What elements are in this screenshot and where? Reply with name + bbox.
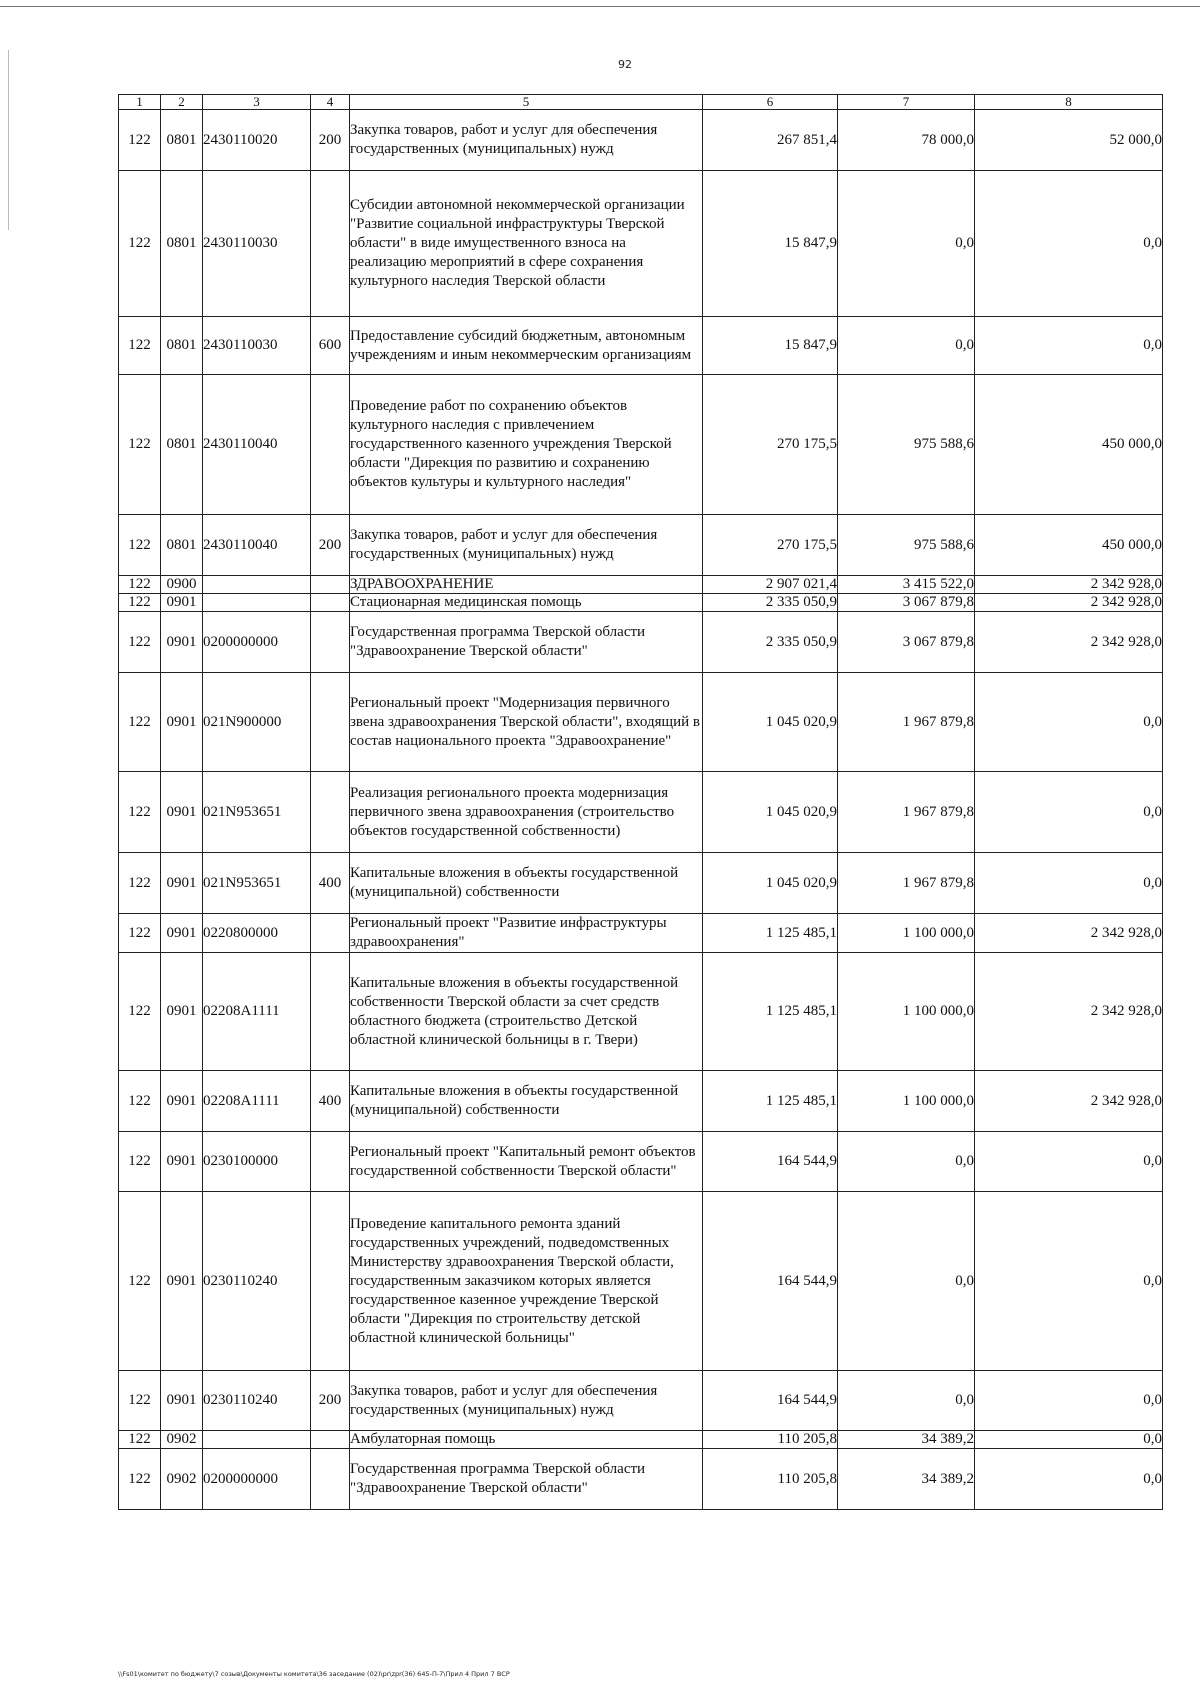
cell-amount-col6: 2 907 021,4	[703, 576, 838, 594]
cell-admin-code: 122	[119, 1371, 161, 1431]
cell-amount-col7: 975 588,6	[838, 515, 975, 576]
cell-expense-type	[311, 375, 350, 515]
cell-amount-col7: 0,0	[838, 317, 975, 375]
cell-amount-col6: 110 205,8	[703, 1431, 838, 1449]
cell-description: Субсидии автономной некоммерческой организации "Развитие социальной инфраструктуры Тверской области" в виде имущественного взноса на реализацию мероприятий в сфере сохранения культурного наследия Тверской области	[350, 171, 703, 317]
cell-section-code: 0801	[161, 375, 203, 515]
table-row	[119, 594, 1163, 612]
cell-amount-col7: 78 000,0	[838, 110, 975, 171]
table-row	[119, 576, 1163, 594]
cell-target-article: 0230110240	[203, 1371, 311, 1431]
cell-amount-col8: 0,0	[975, 673, 1163, 772]
cell-admin-code: 122	[119, 953, 161, 1071]
cell-amount-col6: 1 125 485,1	[703, 914, 838, 953]
cell-section-code: 0901	[161, 914, 203, 953]
table-row	[119, 673, 1163, 772]
top-rule	[0, 6, 1200, 7]
column-number-header: 4	[311, 95, 350, 110]
cell-target-article: 021N953651	[203, 853, 311, 914]
cell-amount-col8: 0,0	[975, 171, 1163, 317]
cell-admin-code: 122	[119, 1071, 161, 1132]
cell-expense-type	[311, 612, 350, 673]
cell-amount-col6: 164 544,9	[703, 1371, 838, 1431]
cell-target-article: 02208A1111	[203, 953, 311, 1071]
cell-expense-type	[311, 673, 350, 772]
cell-amount-col7: 0,0	[838, 1371, 975, 1431]
cell-amount-col6: 164 544,9	[703, 1132, 838, 1192]
table-row	[119, 1371, 1163, 1431]
cell-expense-type	[311, 171, 350, 317]
cell-amount-col7: 3 067 879,8	[838, 594, 975, 612]
cell-amount-col8: 450 000,0	[975, 515, 1163, 576]
cell-expense-type: 200	[311, 1371, 350, 1431]
cell-section-code: 0901	[161, 1071, 203, 1132]
cell-description: Государственная программа Тверской области "Здравоохранение Тверской области"	[350, 1449, 703, 1510]
table-row	[119, 375, 1163, 515]
cell-target-article: 0220800000	[203, 914, 311, 953]
cell-amount-col6: 2 335 050,9	[703, 612, 838, 673]
cell-expense-type	[311, 953, 350, 1071]
cell-description: Региональный проект "Модернизация первичного звена здравоохранения Тверской области", входящий в состав национального проекта "Здравоохранение"	[350, 673, 703, 772]
page-number: 92	[618, 58, 632, 71]
cell-description: Предоставление субсидий бюджетным, автономным учреждениям и иным некоммерческим организациям	[350, 317, 703, 375]
cell-section-code: 0902	[161, 1449, 203, 1510]
cell-amount-col6: 1 045 020,9	[703, 853, 838, 914]
cell-admin-code: 122	[119, 673, 161, 772]
cell-target-article: 0230100000	[203, 1132, 311, 1192]
cell-section-code: 0801	[161, 317, 203, 375]
cell-description: Государственная программа Тверской области "Здравоохранение Тверской области"	[350, 612, 703, 673]
column-number-header: 1	[119, 95, 161, 110]
budget-table	[118, 94, 1163, 1510]
cell-section-code: 0901	[161, 673, 203, 772]
cell-expense-type: 200	[311, 110, 350, 171]
cell-description: Амбулаторная помощь	[350, 1431, 703, 1449]
cell-description: Проведение капитального ремонта зданий государственных учреждений, подведомственных Министерству здравоохранения Тверской области, государственным заказчиком которых является государственное казенное учреждение Тверской области "Дирекция по строительству детской областной клинической больницы"	[350, 1192, 703, 1371]
table-row	[119, 612, 1163, 673]
cell-description: Региональный проект "Развитие инфраструктуры здравоохранения"	[350, 914, 703, 953]
cell-amount-col7: 0,0	[838, 1132, 975, 1192]
cell-admin-code: 122	[119, 110, 161, 171]
cell-target-article: 021N953651	[203, 772, 311, 853]
cell-amount-col8: 2 342 928,0	[975, 1071, 1163, 1132]
cell-section-code: 0801	[161, 110, 203, 171]
column-number-row	[119, 95, 1163, 110]
cell-target-article: 0230110240	[203, 1192, 311, 1371]
table-row	[119, 515, 1163, 576]
table-row	[119, 110, 1163, 171]
cell-amount-col7: 1 100 000,0	[838, 914, 975, 953]
cell-amount-col7: 1 967 879,8	[838, 673, 975, 772]
cell-amount-col7: 0,0	[838, 171, 975, 317]
cell-amount-col8: 2 342 928,0	[975, 612, 1163, 673]
cell-amount-col6: 270 175,5	[703, 375, 838, 515]
cell-description: Закупка товаров, работ и услуг для обеспечения государственных (муниципальных) нужд	[350, 1371, 703, 1431]
cell-target-article: 2430110040	[203, 515, 311, 576]
table-row	[119, 853, 1163, 914]
cell-amount-col6: 15 847,9	[703, 317, 838, 375]
cell-target-article: 02208A1111	[203, 1071, 311, 1132]
cell-admin-code: 122	[119, 515, 161, 576]
cell-amount-col7: 0,0	[838, 1192, 975, 1371]
cell-target-article: 2430110040	[203, 375, 311, 515]
cell-expense-type	[311, 1449, 350, 1510]
cell-description: Проведение работ по сохранению объектов культурного наследия с привлечением государственного казенного учреждения Тверской области "Дирекция по развитию и сохранению объектов культуры и культурного наследия"	[350, 375, 703, 515]
table-row	[119, 1192, 1163, 1371]
cell-description: Реализация регионального проекта модернизация первичного звена здравоохранения (строительство объектов государственной собственности)	[350, 772, 703, 853]
cell-expense-type	[311, 772, 350, 853]
cell-description: Стационарная медицинская помощь	[350, 594, 703, 612]
table-row	[119, 1431, 1163, 1449]
cell-amount-col6: 1 045 020,9	[703, 772, 838, 853]
cell-section-code: 0801	[161, 515, 203, 576]
cell-amount-col6: 1 125 485,1	[703, 1071, 838, 1132]
cell-section-code: 0901	[161, 594, 203, 612]
cell-admin-code: 122	[119, 914, 161, 953]
margin-mark	[8, 50, 9, 230]
cell-amount-col8: 2 342 928,0	[975, 594, 1163, 612]
cell-amount-col7: 1 100 000,0	[838, 1071, 975, 1132]
cell-amount-col8: 0,0	[975, 853, 1163, 914]
cell-section-code: 0901	[161, 1132, 203, 1192]
cell-description: ЗДРАВООХРАНЕНИЕ	[350, 576, 703, 594]
column-number-header: 3	[203, 95, 311, 110]
cell-target-article	[203, 1431, 311, 1449]
cell-section-code: 0901	[161, 953, 203, 1071]
cell-target-article: 0200000000	[203, 1449, 311, 1510]
cell-expense-type: 200	[311, 515, 350, 576]
cell-admin-code: 122	[119, 594, 161, 612]
cell-expense-type: 400	[311, 853, 350, 914]
cell-admin-code: 122	[119, 1431, 161, 1449]
cell-amount-col7: 1 967 879,8	[838, 853, 975, 914]
table-row	[119, 317, 1163, 375]
cell-admin-code: 122	[119, 171, 161, 317]
cell-admin-code: 122	[119, 317, 161, 375]
cell-amount-col7: 3 067 879,8	[838, 612, 975, 673]
cell-admin-code: 122	[119, 1449, 161, 1510]
column-number-header: 8	[975, 95, 1163, 110]
cell-expense-type: 600	[311, 317, 350, 375]
cell-description: Капитальные вложения в объекты государственной (муниципальной) собственности	[350, 1071, 703, 1132]
cell-section-code: 0801	[161, 171, 203, 317]
cell-admin-code: 122	[119, 576, 161, 594]
cell-target-article: 2430110020	[203, 110, 311, 171]
cell-amount-col6: 110 205,8	[703, 1449, 838, 1510]
cell-amount-col8: 2 342 928,0	[975, 953, 1163, 1071]
cell-amount-col7: 3 415 522,0	[838, 576, 975, 594]
cell-admin-code: 122	[119, 375, 161, 515]
cell-amount-col6: 267 851,4	[703, 110, 838, 171]
column-number-header: 7	[838, 95, 975, 110]
cell-amount-col7: 975 588,6	[838, 375, 975, 515]
cell-expense-type	[311, 1431, 350, 1449]
cell-section-code: 0901	[161, 1192, 203, 1371]
cell-section-code: 0901	[161, 772, 203, 853]
cell-target-article: 2430110030	[203, 317, 311, 375]
cell-amount-col8: 52 000,0	[975, 110, 1163, 171]
column-number-header: 5	[350, 95, 703, 110]
cell-amount-col8: 2 342 928,0	[975, 914, 1163, 953]
cell-amount-col6: 15 847,9	[703, 171, 838, 317]
cell-admin-code: 122	[119, 1132, 161, 1192]
cell-amount-col6: 270 175,5	[703, 515, 838, 576]
column-number-header: 6	[703, 95, 838, 110]
cell-amount-col8: 0,0	[975, 1449, 1163, 1510]
cell-expense-type	[311, 576, 350, 594]
cell-expense-type	[311, 914, 350, 953]
cell-admin-code: 122	[119, 853, 161, 914]
cell-section-code: 0902	[161, 1431, 203, 1449]
cell-amount-col8: 450 000,0	[975, 375, 1163, 515]
table-row	[119, 953, 1163, 1071]
footer-file-path: \\Fs01\комитет по бюджету\7 созыв\Документы комитета\36 заседание (02)\pr\zpr(36) 645-П-7\Прил 4 Прил 7 ВСР	[118, 1670, 510, 1678]
table-row	[119, 914, 1163, 953]
cell-amount-col8: 0,0	[975, 772, 1163, 853]
table-body	[119, 110, 1163, 1510]
cell-expense-type	[311, 594, 350, 612]
cell-expense-type: 400	[311, 1071, 350, 1132]
table-row	[119, 1071, 1163, 1132]
cell-amount-col8: 0,0	[975, 317, 1163, 375]
cell-amount-col6: 2 335 050,9	[703, 594, 838, 612]
cell-amount-col6: 1 045 020,9	[703, 673, 838, 772]
cell-target-article	[203, 594, 311, 612]
cell-section-code: 0900	[161, 576, 203, 594]
cell-amount-col7: 34 389,2	[838, 1449, 975, 1510]
cell-amount-col8: 0,0	[975, 1132, 1163, 1192]
cell-amount-col7: 34 389,2	[838, 1431, 975, 1449]
cell-target-article: 0200000000	[203, 612, 311, 673]
cell-admin-code: 122	[119, 612, 161, 673]
cell-amount-col7: 1 100 000,0	[838, 953, 975, 1071]
cell-description: Капитальные вложения в объекты государственной собственности Тверской области за счет средств областного бюджета (строительство Детской областной клинической больницы в г. Твери)	[350, 953, 703, 1071]
cell-amount-col6: 164 544,9	[703, 1192, 838, 1371]
column-number-header: 2	[161, 95, 203, 110]
table-row	[119, 171, 1163, 317]
cell-amount-col8: 0,0	[975, 1192, 1163, 1371]
cell-amount-col8: 0,0	[975, 1431, 1163, 1449]
cell-section-code: 0901	[161, 853, 203, 914]
cell-target-article	[203, 576, 311, 594]
table-row	[119, 1449, 1163, 1510]
cell-description: Закупка товаров, работ и услуг для обеспечения государственных (муниципальных) нужд	[350, 515, 703, 576]
cell-amount-col7: 1 967 879,8	[838, 772, 975, 853]
cell-target-article: 021N900000	[203, 673, 311, 772]
cell-description: Капитальные вложения в объекты государственной (муниципальной) собственности	[350, 853, 703, 914]
cell-description: Закупка товаров, работ и услуг для обеспечения государственных (муниципальных) нужд	[350, 110, 703, 171]
table-row	[119, 1132, 1163, 1192]
cell-amount-col8: 2 342 928,0	[975, 576, 1163, 594]
cell-amount-col6: 1 125 485,1	[703, 953, 838, 1071]
cell-target-article: 2430110030	[203, 171, 311, 317]
cell-section-code: 0901	[161, 1371, 203, 1431]
cell-description: Региональный проект "Капитальный ремонт объектов государственной собственности Тверской области"	[350, 1132, 703, 1192]
cell-expense-type	[311, 1132, 350, 1192]
cell-admin-code: 122	[119, 1192, 161, 1371]
cell-expense-type	[311, 1192, 350, 1371]
table-row	[119, 772, 1163, 853]
cell-admin-code: 122	[119, 772, 161, 853]
cell-section-code: 0901	[161, 612, 203, 673]
cell-amount-col8: 0,0	[975, 1371, 1163, 1431]
